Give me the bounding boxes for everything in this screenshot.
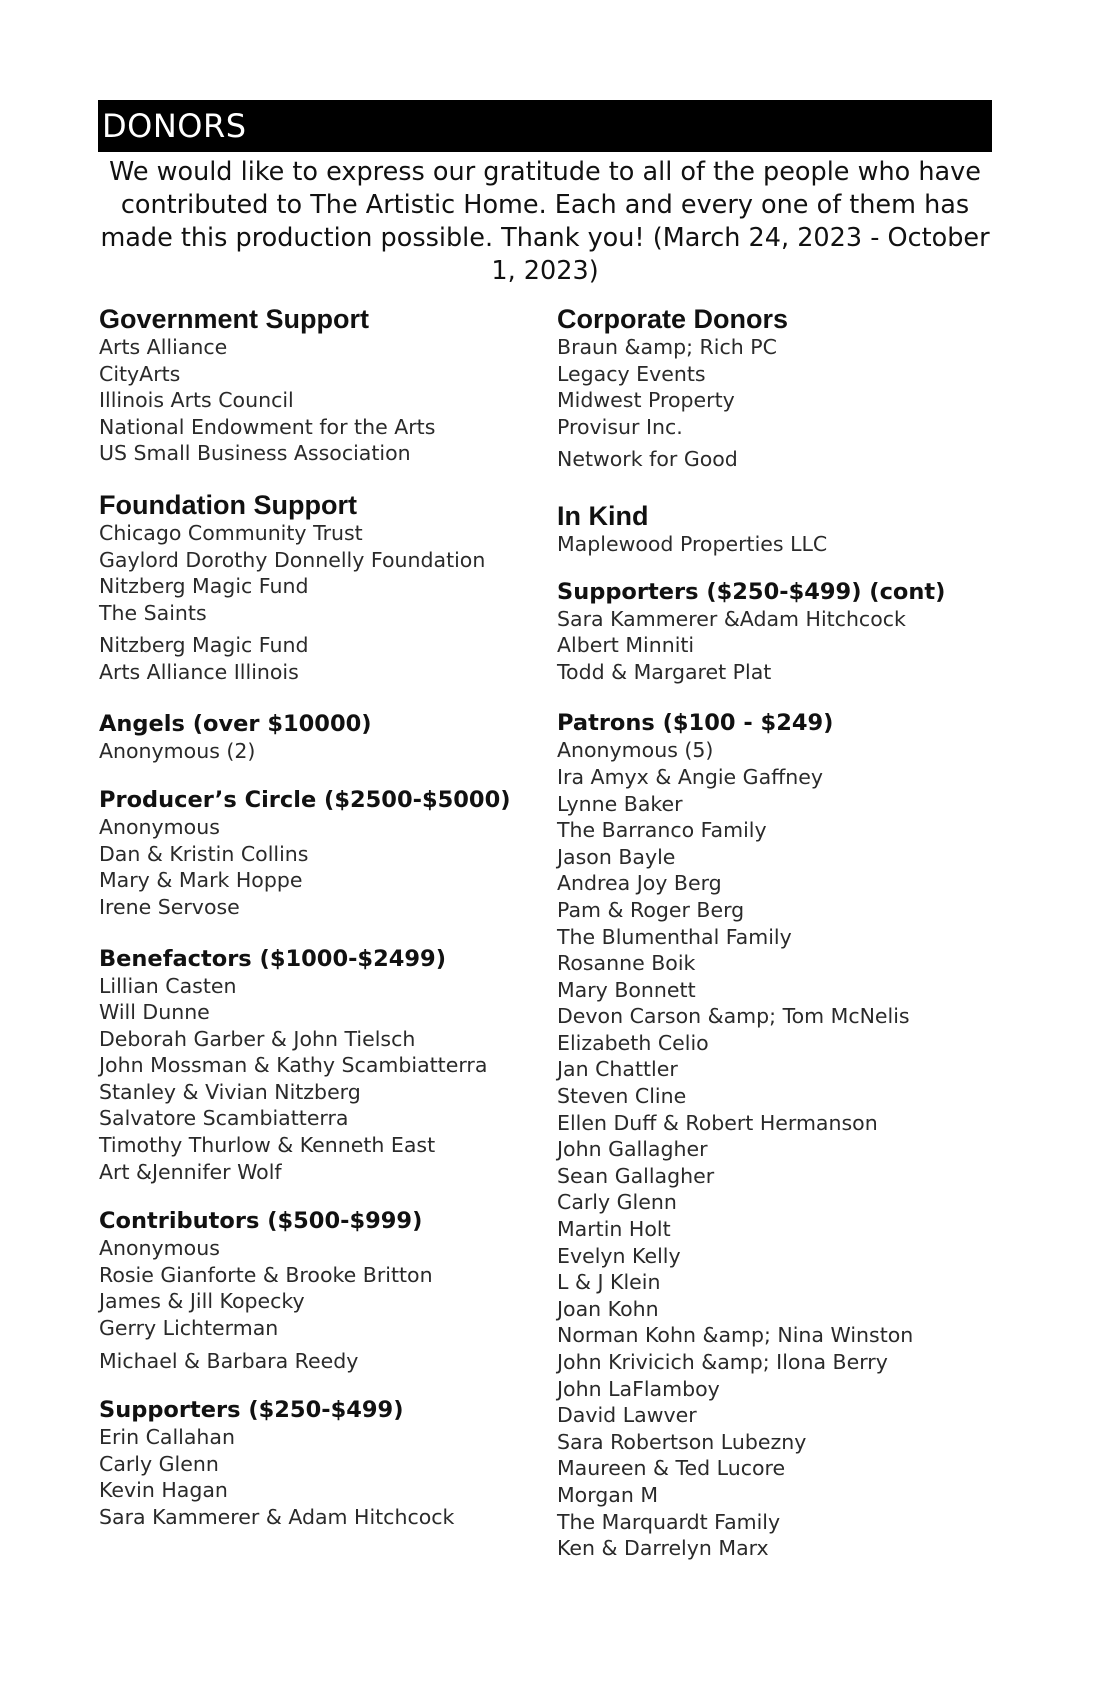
donor-list xyxy=(557,606,1027,686)
section-heading: Supporters ($250-$499) (cont) xyxy=(557,578,946,605)
donor-item: Chicago Community Trust xyxy=(99,520,363,545)
donor-list xyxy=(99,973,559,1186)
angels-section xyxy=(99,710,559,765)
donor-item: The Marquardt Family xyxy=(557,1509,781,1534)
donor-item: Maureen & Ted Lucore xyxy=(557,1456,786,1481)
section-heading: Benefactors ($1000-$2499) xyxy=(99,945,446,972)
donor-list xyxy=(99,814,559,920)
donor-item: Gerry Lichterman xyxy=(99,1316,279,1341)
donor-list xyxy=(99,1235,559,1374)
donor-item: Nitzberg Magic Fund xyxy=(99,574,309,599)
donor-list xyxy=(557,737,1027,1561)
intro-text: We would like to express our gratitude to all of the people who have contributed to The Artistic Home. Each and every one of them has made this production possible. Thank you! (March 24, 2023 - October 1, 2023) xyxy=(100,157,990,286)
donor-item: Gaylord Dorothy Donnelly Foundation xyxy=(99,547,486,572)
donor-item: Norman Kohn &amp; Nina Winston xyxy=(557,1323,914,1348)
donor-item: Anonymous (2) xyxy=(99,738,256,763)
donor-list xyxy=(99,520,559,686)
benefactors-section xyxy=(99,945,559,1186)
section-heading: Contributors ($500-$999) xyxy=(99,1208,423,1235)
donor-item: Maplewood Properties LLC xyxy=(557,531,828,556)
donor-item: Pam & Roger Berg xyxy=(557,897,745,922)
government-support-section xyxy=(99,304,559,467)
donor-item: Sara Robertson Lubezny xyxy=(557,1429,807,1454)
supporters-cont-section xyxy=(557,578,1027,686)
donor-item: Ellen Duff & Robert Hermanson xyxy=(557,1110,878,1135)
donor-item: Sean Gallagher xyxy=(557,1163,715,1188)
donor-item: Mary Bonnett xyxy=(557,977,696,1002)
donor-item: Joan Kohn xyxy=(557,1296,659,1321)
donor-item: Carly Glenn xyxy=(557,1190,677,1215)
donor-item: Steven Cline xyxy=(557,1084,687,1109)
section-heading: In Kind xyxy=(557,500,649,531)
donor-item: Martin Holt xyxy=(557,1217,671,1242)
page-title-banner xyxy=(98,100,992,152)
donor-item: Provisur Inc. xyxy=(557,414,683,439)
donor-item: David Lawver xyxy=(557,1403,697,1428)
donor-item: Evelyn Kelly xyxy=(557,1243,681,1268)
donor-item: Art &Jennifer Wolf xyxy=(99,1159,282,1184)
donor-item: The Barranco Family xyxy=(557,818,767,843)
in-kind-section xyxy=(557,501,1027,558)
section-heading: Supporters ($250-$499) xyxy=(99,1397,404,1424)
donor-item: John Mossman & Kathy Scambiatterra xyxy=(99,1053,488,1078)
supporters-section xyxy=(99,1396,559,1530)
section-heading: Foundation Support xyxy=(99,489,357,520)
donor-list xyxy=(557,531,1027,558)
donor-item: Network for Good xyxy=(557,447,738,472)
donor-item: Anonymous xyxy=(99,1236,220,1261)
donor-item: Will Dunne xyxy=(99,1000,210,1025)
donor-item: Nitzberg Magic Fund xyxy=(99,633,309,658)
donor-item: Legacy Events xyxy=(557,361,706,386)
section-heading: Government Support xyxy=(99,304,370,334)
section-heading: Producer’s Circle ($2500-$5000) xyxy=(99,787,511,814)
donor-item: US Small Business Association xyxy=(99,441,411,466)
donor-item: Michael & Barbara Reedy xyxy=(99,1348,359,1373)
donor-item: Jan Chattler xyxy=(557,1057,678,1082)
donor-item: Dan & Kristin Collins xyxy=(99,841,309,866)
donor-item: L & J Klein xyxy=(557,1270,661,1295)
donor-item: The Saints xyxy=(99,600,207,625)
donor-item: Lynne Baker xyxy=(557,791,683,816)
producers-circle-section xyxy=(99,786,559,920)
donor-item: Anonymous (5) xyxy=(557,738,714,763)
left-column xyxy=(99,304,559,1531)
contributors-section xyxy=(99,1207,559,1374)
donor-item: Andrea Joy Berg xyxy=(557,871,722,896)
donor-item: Deborah Garber & John Tielsch xyxy=(99,1026,416,1051)
corporate-donors-section xyxy=(557,304,1027,473)
donor-item: John LaFlamboy xyxy=(557,1376,720,1401)
donor-item: Rosie Gianforte & Brooke Britton xyxy=(99,1262,433,1287)
section-heading: Corporate Donors xyxy=(557,304,789,334)
donor-item: Morgan M xyxy=(557,1482,659,1507)
donor-item: Illinois Arts Council xyxy=(99,388,294,413)
donor-item: Sara Kammerer & Adam Hitchcock xyxy=(99,1505,455,1529)
donor-item: John Gallagher xyxy=(557,1137,708,1162)
donor-item: Rosanne Boik xyxy=(557,951,696,976)
foundation-support-section xyxy=(99,490,559,686)
donor-item: Stanley & Vivian Nitzberg xyxy=(99,1079,361,1104)
donor-item: Jason Bayle xyxy=(557,844,676,869)
donor-item: Mary & Mark Hoppe xyxy=(99,868,303,893)
donor-list xyxy=(557,334,1027,473)
patrons-section xyxy=(557,709,1027,1561)
donor-item: Sara Kammerer &Adam Hitchcock xyxy=(557,606,906,631)
donor-item: Midwest Property xyxy=(557,388,735,413)
right-column xyxy=(557,304,1027,1562)
donor-item: Elizabeth Celio xyxy=(557,1030,709,1055)
donor-item: Braun &amp; Rich PC xyxy=(557,335,777,359)
page-title: DONORS xyxy=(102,107,247,145)
donor-item: Arts Alliance Illinois xyxy=(99,659,299,684)
donor-item: Salvatore Scambiatterra xyxy=(99,1106,349,1131)
donor-item: Kevin Hagan xyxy=(99,1478,228,1503)
donor-list xyxy=(99,334,559,467)
donor-item: Anonymous xyxy=(99,815,220,840)
donor-item: CityArts xyxy=(99,361,181,386)
donor-list xyxy=(99,1424,559,1530)
section-heading: Angels (over $10000) xyxy=(99,710,372,737)
donor-item: National Endowment for the Arts xyxy=(99,414,436,439)
donor-item: Carly Glenn xyxy=(99,1451,219,1476)
donor-item: Lillian Casten xyxy=(99,973,237,998)
section-heading: Patrons ($100 - $249) xyxy=(557,710,834,737)
donor-list xyxy=(99,738,559,765)
donor-item: Irene Servose xyxy=(99,894,240,919)
donor-item: Erin Callahan xyxy=(99,1425,235,1450)
donor-item: Timothy Thurlow & Kenneth East xyxy=(99,1133,436,1158)
donor-item: Todd & Margaret Plat xyxy=(557,659,772,684)
donor-item: James & Jill Kopecky xyxy=(99,1289,305,1314)
donor-item: Devon Carson &amp; Tom McNelis xyxy=(557,1004,910,1029)
donor-item: John Krivicich &amp; Ilona Berry xyxy=(557,1350,888,1374)
donor-item: The Blumenthal Family xyxy=(557,924,792,949)
donor-item: Ken & Darrelyn Marx xyxy=(557,1536,769,1561)
donor-item: Albert Minniti xyxy=(557,633,695,658)
donor-item: Arts Alliance xyxy=(99,335,228,359)
donor-item: Ira Amyx & Angie Gaffney xyxy=(557,764,823,789)
